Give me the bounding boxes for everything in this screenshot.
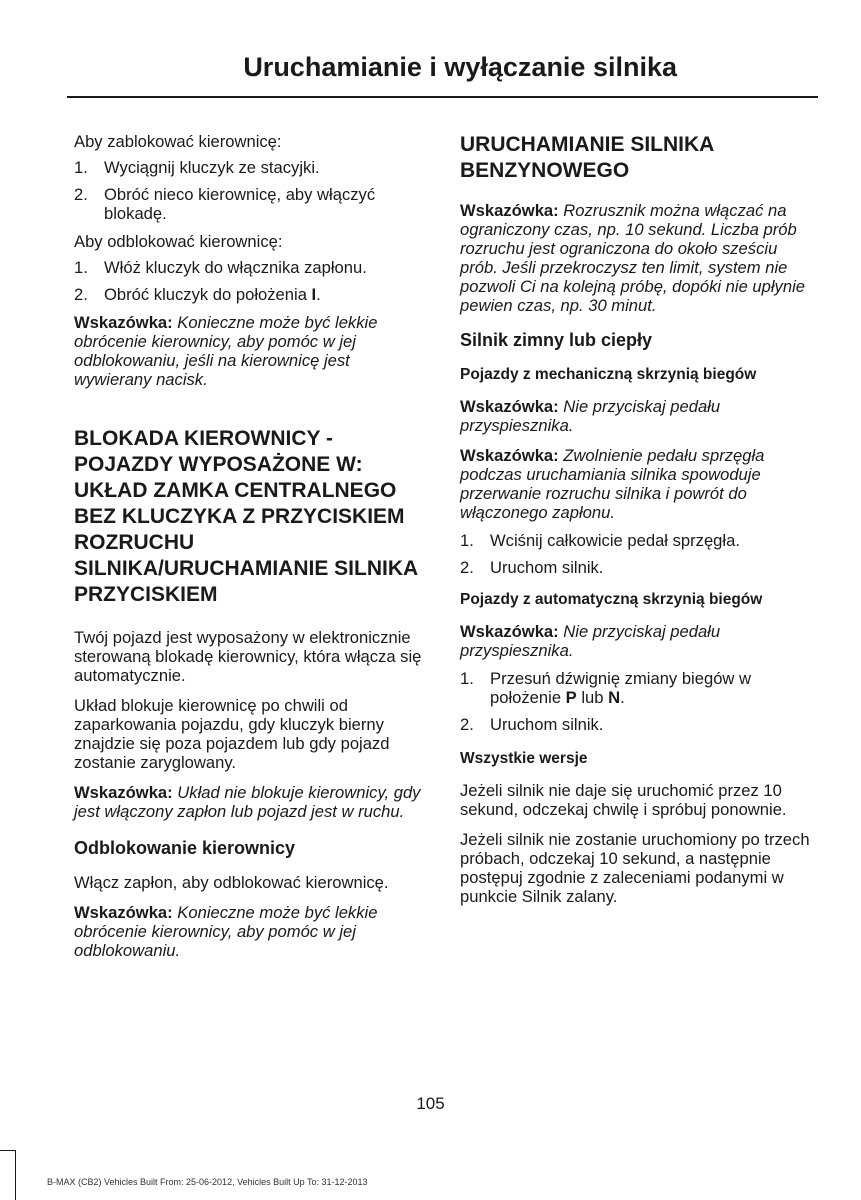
step-text: Włóż kluczyk do włącznika zapłonu.: [104, 258, 367, 277]
subsection-heading: Odblokowanie kierownicy: [74, 838, 296, 858]
step-text-end: .: [620, 688, 625, 707]
list-item: [74, 285, 424, 304]
note-text: Konieczne może być lekkie obrócenie kierownicy, aby pomóc w jej odblokowaniu.: [74, 903, 378, 960]
step-text: Wciśnij całkowicie pedał sprzęgła.: [490, 531, 740, 550]
note: [460, 622, 810, 660]
step-number: 1.: [460, 669, 474, 688]
paragraph: Włącz zapłon, aby odblokować kierownicę.: [74, 873, 389, 892]
note-text: Rozrusznik można włączać na ograniczony czas, np. 10 sekund. Liczba prób rozruchu jest ograniczona do około sześciu prób. Jeśli przekroczysz ten limit, system nie pozwoli Ci na kolejną próbę, dopóki nie upłynie pewien czas, np. 30 minut.: [460, 201, 806, 315]
note: [460, 201, 810, 315]
paragraph: Jeżeli silnik nie daje się uruchomić przez 10 sekund, odczekaj chwilę i spróbuj ponownie.: [460, 781, 787, 819]
note-label: Wskazówka:: [74, 313, 173, 332]
note-label: Wskazówka:: [460, 446, 559, 465]
step-text: Wyciągnij kluczyk ze stacyjki.: [104, 158, 320, 177]
step-text: Uruchom silnik.: [490, 715, 604, 734]
lock-steps: [74, 158, 424, 223]
note: [74, 903, 424, 960]
manual-heading: Pojazdy z mechaniczną skrzynią biegów: [460, 366, 757, 383]
gear-n-label: N: [608, 688, 621, 707]
note-label: Wskazówka:: [74, 903, 173, 922]
footer-text: B-MAX (CB2) Vehicles Built From: 25-06-2012, Vehicles Built Up To: 31-12-2013: [47, 1177, 368, 1187]
note: [74, 783, 424, 821]
paragraph: Jeżeli silnik nie zostanie uruchomiony po trzech próbach, odczekaj 10 sekund, a następnie postępuj zgodnie z zaleceniami podanymi w punkcie Silnik zalany.: [460, 830, 810, 906]
step-number: 1.: [74, 258, 88, 277]
note-text: Konieczne może być lekkie obrócenie kierownicy, aby pomóc w jej odblokowaniu, jeśli na kierownicę jest wywierany nacisk.: [74, 313, 378, 389]
note-label: Wskazówka:: [460, 622, 559, 641]
list-item: [74, 158, 424, 177]
list-item: [74, 258, 424, 277]
step-number: 2.: [74, 285, 88, 304]
section-heading: BLOKADA KIEROWNICY - POJAZDY WYPOSAŻONE W: UKŁAD ZAMKA CENTRALNEGO BEZ KLUCZYKA Z PRZYCISKIEM ROZRUCHU SILNIKA/URUCHAMIANIE SILNIKA PRZYCISKIEM: [74, 427, 418, 606]
list-item: [460, 558, 810, 577]
step-text: Uruchom silnik.: [490, 558, 604, 577]
crop-mark: [0, 1150, 16, 1151]
paragraph: Twój pojazd jest wyposażony w elektronicznie sterowaną blokadę kierownicy, która włącza się automatycznie.: [74, 628, 422, 685]
note-label: Wskazówka:: [74, 783, 173, 802]
lock-intro: Aby zablokować kierownicę:: [74, 132, 282, 151]
step-text: Obróć nieco kierownicę, aby włączyć blokadę.: [104, 185, 376, 223]
list-item: [460, 715, 810, 734]
step-text: Obróć kluczyk do położenia: [104, 285, 312, 304]
list-item: [460, 669, 810, 707]
gear-p-label: P: [565, 688, 577, 707]
page-title: Uruchamianie i wyłączanie silnika: [243, 52, 677, 82]
step-number: 2.: [460, 715, 474, 734]
step-text-mid: lub: [576, 688, 609, 707]
crop-mark: [15, 1150, 16, 1200]
right-column: [460, 132, 810, 917]
note-text: Układ nie blokuje kierownicy, gdy jest włączony zapłon lub pojazd jest w ruchu.: [74, 783, 421, 821]
manual-steps: [460, 531, 810, 577]
list-item: [74, 185, 424, 223]
step-number: 2.: [74, 185, 88, 204]
note-text: Zwolnienie pedału sprzęgła podczas uruchamiania silnika spowoduje przerwanie rozruchu silnika i powrót do włączonego zapłonu.: [460, 446, 765, 522]
subsection-heading: Silnik zimny lub ciepły: [460, 330, 653, 350]
note: [460, 397, 810, 435]
page-number: 105: [416, 1094, 445, 1113]
step-number: 1.: [460, 531, 474, 550]
list-item: [460, 531, 810, 550]
paragraph: Układ blokuje kierownicę po chwili od zaparkowania pojazdu, gdy kluczyk bierny znajdzie się poza pojazdem lub gdy pojazd zostanie zaryglowany.: [74, 696, 390, 772]
auto-heading: Pojazdy z automatyczną skrzynią biegów: [460, 591, 763, 608]
all-versions-heading: Wszystkie wersje: [460, 750, 588, 767]
section-heading: URUCHAMIANIE SILNIKA BENZYNOWEGO: [460, 133, 714, 182]
note-label: Wskazówka:: [460, 201, 559, 220]
step-number: 1.: [74, 158, 88, 177]
note-text: Nie przyciskaj pedału przyspiesznika.: [460, 622, 721, 660]
position-label: I: [311, 285, 317, 304]
step-number: 2.: [460, 558, 474, 577]
step-text: Przesuń dźwignię zmiany biegów w położenie: [490, 669, 752, 707]
note: [74, 313, 424, 389]
left-column: [74, 132, 424, 971]
auto-steps: [460, 669, 810, 734]
note: [460, 446, 810, 522]
header-rule: [67, 96, 818, 98]
note-label: Wskazówka:: [460, 397, 559, 416]
unlock-intro: Aby odblokować kierownicę:: [74, 232, 283, 251]
step-text-end: .: [316, 285, 321, 304]
note-text: Nie przyciskaj pedału przyspiesznika.: [460, 397, 721, 435]
unlock-steps: [74, 258, 424, 304]
